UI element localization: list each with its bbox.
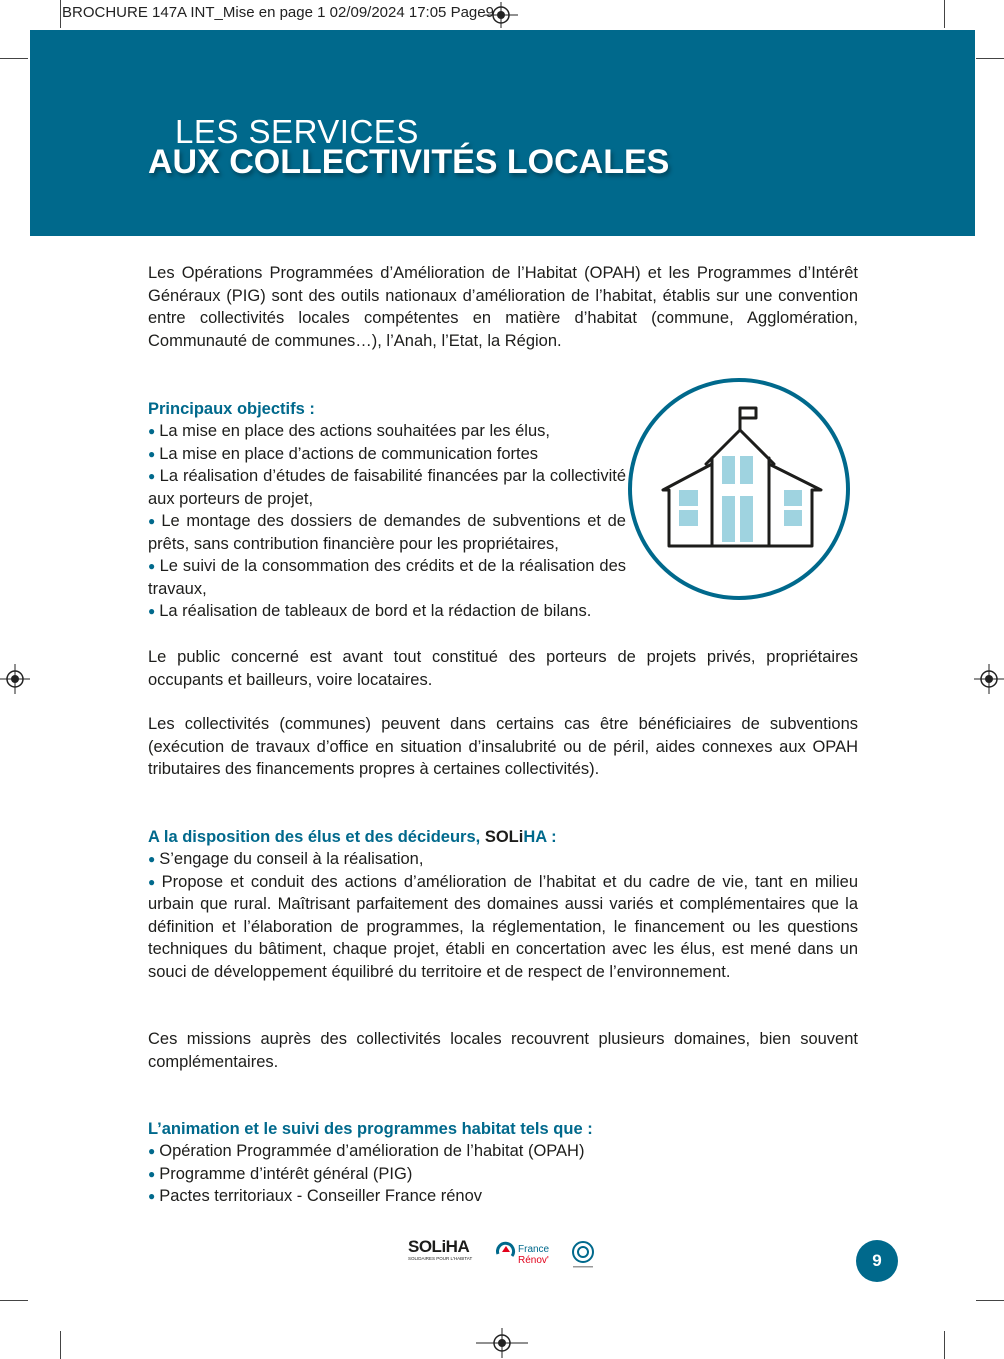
page-number-badge: 9 [856, 1240, 898, 1282]
crop-mark [0, 1300, 28, 1301]
france-renov-icon [496, 1240, 516, 1260]
list-item: ● Pactes territoriaux - Conseiller France rénov [148, 1187, 483, 1205]
crop-mark [944, 1331, 945, 1359]
bullet-icon: ● [148, 424, 156, 438]
list-item: ● La mise en place d’actions de communication fortes [148, 444, 539, 463]
collectivites-paragraph: Les collectivités (communes) peuvent dans certains cas être bénéficiaires de subventions (exécution de travaux d’office en situation d’insalubrité ou de péril, aides connexes aux OPAH tributaires des financements propres à certaines collectivités). [148, 715, 858, 778]
bullet-icon: ● [148, 514, 158, 528]
bullet-icon: ● [148, 874, 158, 889]
list-item: ● La réalisation de tableaux de bord et la rédaction de bilans. [148, 602, 592, 620]
list-item: ● La mise en place des actions souhaitées par les élus, [148, 422, 550, 440]
bullet-icon: ● [148, 1166, 156, 1181]
disposition-heading: A la disposition des élus et des décideurs, SOLiHA : [148, 828, 557, 846]
animation-list [148, 1140, 858, 1208]
registration-mark-right [974, 664, 1004, 694]
public-paragraph: Le public concerné est avant tout constitué des porteurs de projets privés, propriétaires occupants et bailleurs, voire locataires. [148, 648, 858, 689]
header-banner [30, 30, 975, 236]
crop-mark [944, 0, 945, 28]
bullet-icon: ● [148, 852, 156, 866]
registration-mark-left [0, 664, 30, 694]
list-item: ● La réalisation d’études de faisabilité financées par la collectivité aux porteurs de projet, [148, 467, 627, 508]
list-item: ● Opération Programmée d’amélioration de l’habitat (OPAH) [148, 1142, 585, 1160]
house-icon [628, 378, 850, 600]
crop-mark [976, 58, 1004, 59]
soliha-logo: SOLiHA SOLIDAIRES POUR L'HABITAT [408, 1237, 473, 1261]
registration-mark-bottom [476, 1328, 528, 1358]
missions-paragraph: Ces missions auprès des collectivités locales recouvrent plusieurs domaines, bien souvent complémentaires. [148, 1030, 858, 1071]
crop-mark [60, 0, 61, 28]
page-title-line2: AUX COLLECTIVITÉS LOCALES [148, 143, 670, 181]
anah-seal-icon [570, 1240, 596, 1270]
list-item: ● Le suivi de la consommation des crédits et de la réalisation des travaux, [148, 557, 626, 598]
list-item: ● Programme d’intérêt général (PIG) [148, 1164, 413, 1183]
bullet-icon: ● [148, 469, 156, 483]
print-slug: BROCHURE 147A INT_Mise en page 1 02/09/2024 17:05 Page9 [62, 4, 494, 21]
bullet-icon: ● [148, 446, 156, 461]
objectives-list [148, 420, 626, 623]
list-item: ● Le montage des dossiers de demandes de subventions et de prêts, sans contribution financière pour les propriétaires, [148, 512, 626, 553]
bullet-icon: ● [148, 559, 156, 573]
intro-paragraph: Les Opérations Programmées d’Amélioration de l’Habitat (OPAH) et les Programmes d’Intérêt Généraux (PIG) sont des outils nationaux d’amélioration de l’habitat, établis sur une convention entre collectivités locales compétentes en matière d’habitat (commune, Agglomération, Communauté de communes…), l’Anah, l’Etat, la Région. [148, 264, 858, 350]
disposition-list [148, 848, 858, 983]
crop-mark [0, 58, 28, 59]
registration-mark-top [484, 2, 518, 28]
crop-mark [60, 1331, 61, 1359]
crop-mark [976, 1300, 1004, 1301]
list-item: ● Propose et conduit des actions d’amélioration de l’habitat et du cadre de vie, tant en milieu urbain que rural. Maîtrisant parfaitement des domaines aussi variés et complémentaires que la définition et l’élaboration de programmes, la réglementation, le financement ou les questions techniques du bâtiment, chaque projet, établi en concertation avec les élus, est mené dans un souci de développement équilibré du territoire et de respect de l’environnement. [148, 872, 859, 981]
soliha-brand: SOLiHA [484, 828, 547, 846]
list-item: ● S’engage du conseil à la réalisation, [148, 850, 424, 868]
bullet-icon: ● [148, 604, 156, 618]
bullet-icon: ● [148, 1189, 156, 1203]
page-title-line1: LES SERVICES [175, 113, 419, 150]
objectives-heading: Principaux objectifs : [148, 400, 315, 418]
animation-heading: L’animation et le suivi des programmes habitat tels que : [148, 1120, 593, 1138]
bullet-icon: ● [148, 1144, 156, 1158]
